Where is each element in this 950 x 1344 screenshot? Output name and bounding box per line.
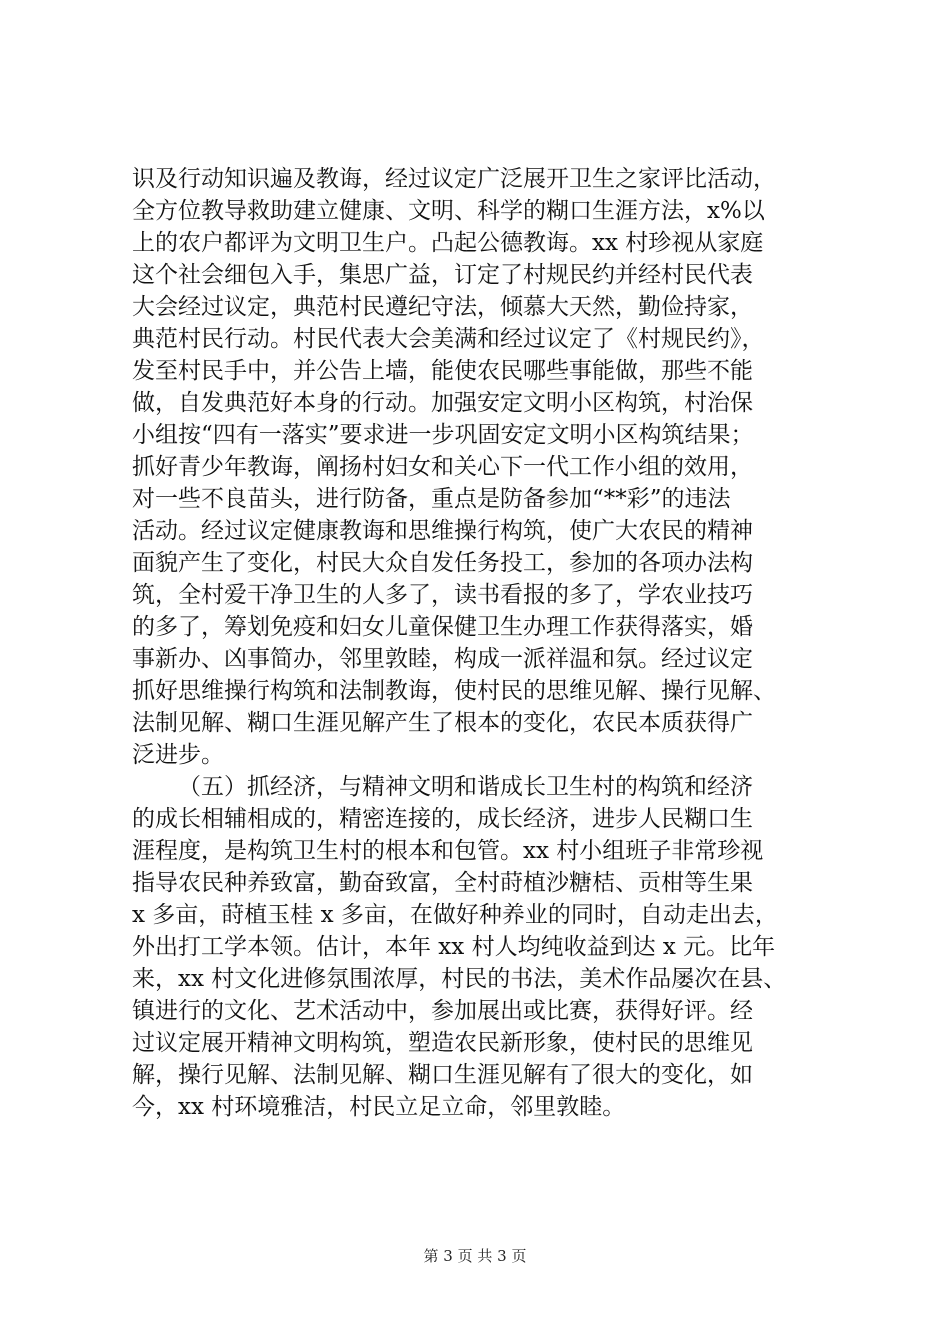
text-line: 识及行动知识遍及教诲，经过议定广泛展开卫生之家评比活动，	[132, 166, 776, 192]
text-line: 筑，全村爱干净卫生的人多了，读书看报的多了，学农业技巧	[132, 582, 753, 608]
page-number-footer: 第 3 页 共 3 页	[423, 1247, 527, 1265]
body-text	[132, 163, 832, 1123]
text-line: 活动。经过议定健康教诲和思维操行构筑，使广大农民的精神	[132, 518, 753, 544]
text-line: 上的农户都评为文明卫生户。凸起公德教诲。xx 村珍视从家庭	[132, 230, 764, 256]
text-line: 面貌产生了变化，村民大众自发任务投工，参加的各项办法构	[132, 550, 753, 576]
text-line: 的成长相辅相成的，精密连接的，成长经济，进步人民糊口生	[132, 806, 753, 832]
text-line: 解，操行见解、法制见解、糊口生涯见解有了很大的变化，如	[132, 1062, 753, 1088]
text-line: 这个社会细包入手，集思广益，订定了村规民约并经村民代表	[132, 262, 753, 288]
text-line: x 多亩，莳植玉桂 x 多亩，在做好种养业的同时，自动走出去，	[132, 902, 778, 928]
text-line: 抓好思维操行构筑和法制教诲，使村民的思维见解、操行见解、	[132, 678, 776, 704]
text-line: 发至村民手中，并公告上墙，能使农民哪些事能做，那些不能	[132, 358, 753, 384]
text-line: 小组按“四有一落实”要求进一步巩固安定文明小区构筑结果；	[132, 422, 754, 448]
text-line: 过议定展开精神文明构筑，塑造农民新形象，使村民的思维见	[132, 1030, 753, 1056]
text-line: 大会经过议定，典范村民遵纪守法，倾慕大天然，勤俭持家，	[132, 294, 753, 320]
text-line: 今，xx 村环境雅洁，村民立足立命，邻里敦睦。	[132, 1094, 626, 1120]
text-line: 法制见解、糊口生涯见解产生了根本的变化，农民本质获得广	[132, 710, 753, 736]
text-line: 典范村民行动。村民代表大会美满和经过议定了《村规民约》，	[132, 326, 765, 352]
text-line: 镇进行的文化、艺术活动中，参加展出或比赛，获得好评。经	[132, 998, 753, 1024]
text-line: 对一些不良苗头，进行防备，重点是防备参加“**彩”的违法	[132, 486, 731, 512]
text-line: 来，xx 村文化进修氛围浓厚，村民的书法，美术作品屡次在县、	[132, 966, 787, 992]
text-line: 抓好青少年教诲，阐扬村妇女和关心下一代工作小组的效用，	[132, 454, 753, 480]
text-line: 指导农民种养致富，勤奋致富，全村莳植沙糖桔、贡柑等生果	[132, 870, 753, 896]
text-line: 做，自发典范好本身的行动。加强安定文明小区构筑，村治保	[132, 390, 753, 416]
text-line: 事新办、凶事简办，邻里敦睦，构成一派祥温和氛。经过议定	[132, 646, 753, 672]
text-line: 泛进步。	[132, 742, 224, 768]
text-line: 外出打工学本领。估计，本年 xx 村人均纯收益到达 x 元。比年	[132, 934, 776, 960]
text-line: 涯程度，是构筑卫生村的根本和包管。xx 村小组班子非常珍视	[132, 838, 764, 864]
text-line: 全方位教导救助建立健康、文明、科学的糊口生涯方法，x%以	[132, 198, 765, 224]
section-heading-line: （五）抓经济，与精神文明和谐成长卫生村的构筑和经济	[178, 774, 753, 800]
text-line: 的多了，筹划免疫和妇女儿童保健卫生办理工作获得落实，婚	[132, 614, 753, 640]
